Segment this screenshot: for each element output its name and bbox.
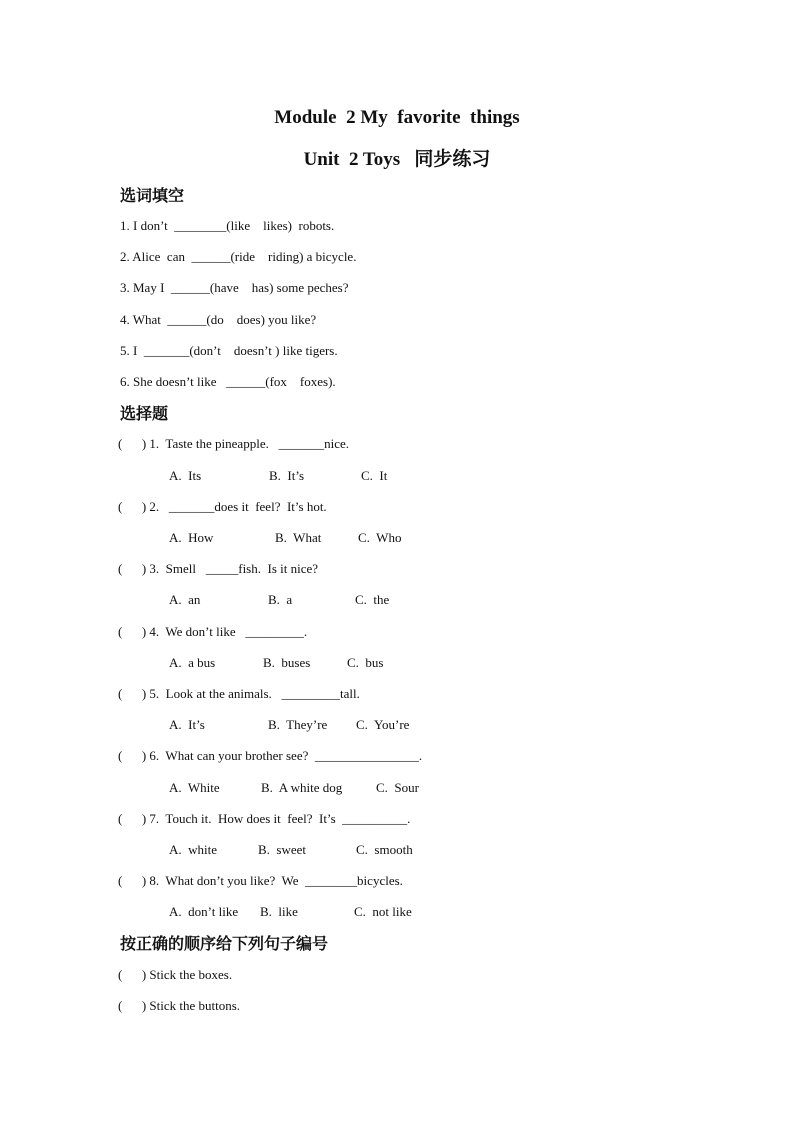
question-2-stem: ( ) 2. _______does it feel? It’s hot. <box>118 499 327 514</box>
fill-item-4: 4. What ______(do does) you like? <box>120 312 317 327</box>
question-1-option-b: B. It’s <box>269 468 305 483</box>
question-6-option-a: A. White <box>169 780 220 795</box>
question-7-option-a: A. white <box>169 842 218 857</box>
question-2-option-c: C. Who <box>358 530 402 545</box>
question-4-stem: ( ) 4. We don’t like _________. <box>118 624 308 639</box>
question-5-stem: ( ) 5. Look at the animals. _________tall. <box>118 686 360 701</box>
ordering-item-2: ( ) Stick the buttons. <box>118 998 241 1013</box>
section-heading-choice: 选择题 <box>120 404 169 423</box>
question-8-option-b: B. like <box>260 904 298 919</box>
page-subtitle: Unit 2 Toys 同步练习 <box>303 149 491 170</box>
question-7-option-c: C. smooth <box>356 842 413 857</box>
question-8-option-a: A. don’t like <box>169 904 239 919</box>
question-7-stem: ( ) 7. Touch it. How does it feel? It’s __________. <box>118 811 411 826</box>
question-6-option-c: C. Sour <box>376 780 419 795</box>
section-heading-fill-words: 选词填空 <box>120 186 185 205</box>
question-3-option-c: C. the <box>355 592 390 607</box>
question-4-option-b: B. buses <box>263 655 311 670</box>
question-8-stem: ( ) 8. What don’t you like? We ________bicycles. <box>118 873 403 888</box>
fill-item-2: 2. Alice can ______(ride riding) a bicycle. <box>120 249 357 264</box>
fill-item-3: 3. May I ______(have has) some peches? <box>120 280 349 295</box>
question-6-stem: ( ) 6. What can your brother see? ________________. <box>118 748 423 763</box>
question-4-option-a: A. a bus <box>169 655 216 670</box>
question-3-option-b: B. a <box>268 592 293 607</box>
question-1-stem: ( ) 1. Taste the pineapple. _______nice. <box>118 436 349 451</box>
question-2-option-a: A. How <box>169 530 214 545</box>
question-2-option-b: B. What <box>275 530 322 545</box>
question-6-option-b: B. A white dog <box>261 780 343 795</box>
fill-item-1: 1. I don’t ________(like likes) robots. <box>120 218 335 233</box>
question-5-option-a: A. It’s <box>169 717 205 732</box>
question-5-option-c: C. You’re <box>356 717 410 732</box>
section-heading-ordering: 按正确的顺序给下列句子编号 <box>120 934 329 953</box>
ordering-item-1: ( ) Stick the boxes. <box>118 967 233 982</box>
question-3-option-a: A. an <box>169 592 201 607</box>
question-3-stem: ( ) 3. Smell _____fish. Is it nice? <box>118 561 319 576</box>
question-5-option-b: B. They’re <box>268 717 328 732</box>
fill-item-6: 6. She doesn’t like ______(fox foxes). <box>120 374 336 389</box>
question-1-option-c: C. It <box>361 468 388 483</box>
question-7-option-b: B. sweet <box>258 842 307 857</box>
page-title: Module 2 My favorite things <box>274 107 520 128</box>
question-8-option-c: C. not like <box>354 904 412 919</box>
fill-item-5: 5. I _______(don’t doesn’t ) like tigers. <box>120 343 338 358</box>
question-4-option-c: C. bus <box>347 655 384 670</box>
question-1-option-a: A. Its <box>169 468 202 483</box>
